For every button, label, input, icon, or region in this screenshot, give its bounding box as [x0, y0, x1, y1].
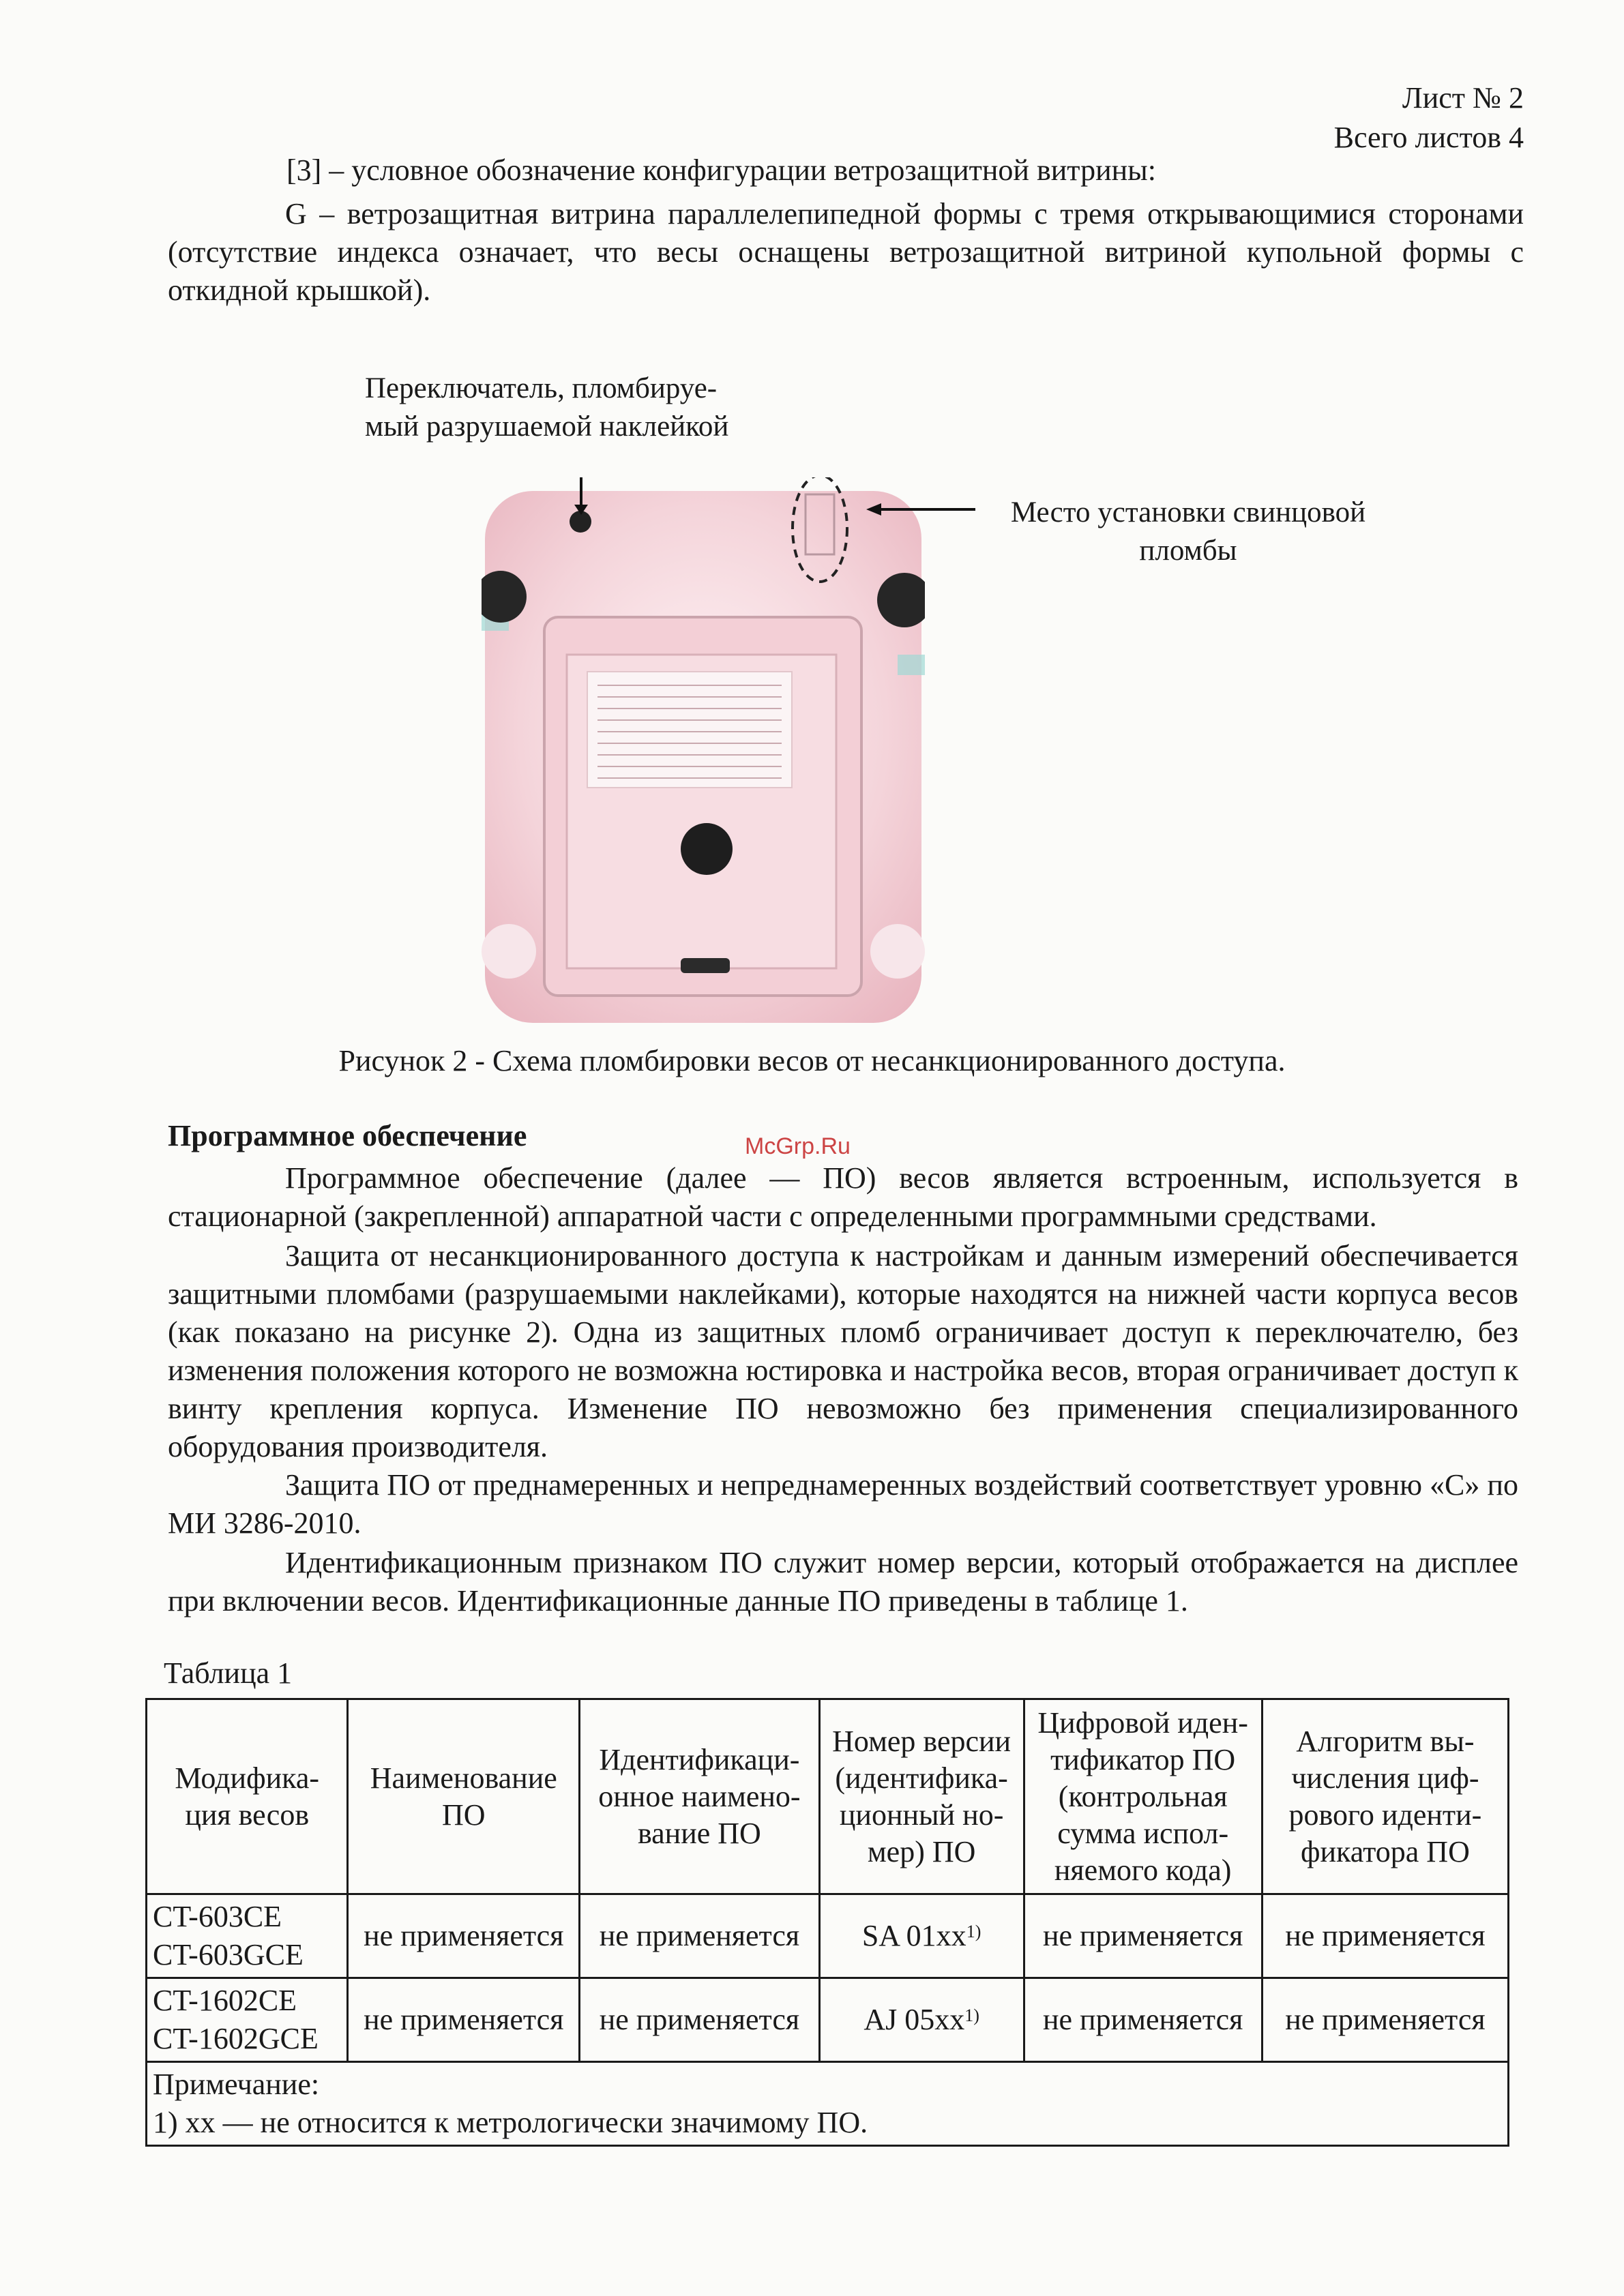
- calibration-switch: [570, 511, 591, 533]
- config-note-text: G – ветрозащитная витрина параллелепипедной формы с тремя открывающимися сторонами (отсутствие индекса означает, что весы оснащены ветрозащитной витриной купольной формы с откидной крышкой).: [168, 197, 1524, 307]
- note-title: Примечание:: [153, 2068, 320, 2101]
- digital-id-cell: не применяется: [1024, 1894, 1262, 1978]
- seal-pointer-arrow: [866, 499, 975, 520]
- model-name: CT-603GCE: [153, 1938, 304, 1971]
- side-marker-right: [898, 655, 925, 675]
- sheet-number: Лист № 2: [1402, 81, 1524, 115]
- header-algorithm: Алгоритм вы-числения циф-рового иденти-фикатора ПО: [1262, 1699, 1508, 1894]
- config-note-title: [3] – условное обозначение конфигурации ветрозащитной витрины:: [286, 153, 1156, 187]
- header-digital-id: Цифровой иден-тификатор ПО (контрольная сумма испол-няемого кода): [1024, 1699, 1262, 1894]
- note-text: 1) xx — не относится к метрологически значимому ПО.: [153, 2106, 868, 2139]
- version-number: SA 01xx: [861, 1919, 966, 1952]
- paragraph-4: Идентификационным признаком ПО служит номер версии, который отображается на дисплее при включении весов. Идентификационные данные ПО приведены в таблице 1.: [168, 1546, 1518, 1617]
- figure-caption: Рисунок 2 - Схема пломбировки весов от несанкционированного доступа.: [338, 1044, 1286, 1077]
- model-cell: [147, 1894, 348, 1978]
- table-header-row: [147, 1699, 1509, 1894]
- paragraph-2: Защита от несанкционированного доступа к настройкам и данным измерений обеспечивается защитными пломбами (разрушаемыми наклейками), которые находятся на нижней части корпуса весов (как показано на рисунке 2). Одна из защитных пломб ограничивает доступ к переключателю, без изменения положения которого не возможна юстировка и настройка весов, вторая ограничивает доступ к винту крепления корпуса. Изменение ПО невозможно без применения специализированного оборудования производителя.: [168, 1239, 1518, 1463]
- algorithm-cell: не применяется: [1262, 1894, 1508, 1978]
- ident-name-cell: не применяется: [580, 1894, 820, 1978]
- algorithm-cell: не применяется: [1262, 1978, 1508, 2062]
- software-name-cell: не применяется: [348, 1894, 580, 1978]
- paragraph-3: Защита ПО от преднамеренных и непреднамеренных воздействий соответствует уровню «С» по МИ 3286-2010.: [168, 1468, 1518, 1540]
- version-cell: [819, 1978, 1024, 2062]
- model-name: CT-1602GCE: [153, 2022, 319, 2055]
- seal-label-line2: пломбы: [1139, 535, 1237, 567]
- model-name: CT-603CE: [153, 1900, 282, 1933]
- table-row: [147, 1978, 1509, 2062]
- total-sheets: Всего листов 4: [1333, 121, 1524, 154]
- seal-label-line1: Место установки свинцовой: [1010, 496, 1366, 528]
- software-name-cell: не применяется: [348, 1978, 580, 2062]
- ident-name-cell: не применяется: [580, 1978, 820, 2062]
- center-screw-seal: [681, 823, 733, 875]
- foot-left: [482, 924, 536, 979]
- paragraph-1: Программное обеспечение (далее — ПО) весов является встроенным, используется в стационарной (закрепленной) аппаратной части с определенными программными средствами.: [168, 1161, 1518, 1233]
- header-model: Модифика-ция весов: [147, 1699, 348, 1894]
- version-cell: [819, 1894, 1024, 1978]
- nameplate-sticker: [587, 672, 792, 788]
- table-title: Таблица 1: [164, 1656, 293, 1690]
- watermark-text: McGrp.Ru: [745, 1133, 851, 1159]
- switch-label-line1: Переключатель, пломбируе-: [365, 372, 718, 404]
- model-cell: [147, 1978, 348, 2062]
- foot-right: [870, 924, 925, 979]
- section-title: Программное обеспечение: [168, 1119, 527, 1152]
- software-id-table: [145, 1698, 1509, 2147]
- digital-id-cell: не применяется: [1024, 1978, 1262, 2062]
- table-note: [147, 2062, 1509, 2146]
- version-number: AJ 05xx: [863, 2003, 965, 2036]
- header-version: Номер версии (идентифика-ционный но-мер) ПО: [819, 1699, 1024, 1894]
- version-footnote: 1): [964, 2006, 979, 2025]
- housing-screw-latch: [681, 958, 730, 973]
- scale-bottom-photo: [482, 477, 925, 1030]
- table-row: [147, 1894, 1509, 1978]
- seal-label: [970, 494, 1406, 570]
- switch-label-line2: мый разрушаемой наклейкой: [365, 411, 729, 443]
- header-software-name: Наименование ПО: [348, 1699, 580, 1894]
- header-ident-name: Идентификаци-онное наимено-вание ПО: [580, 1699, 820, 1894]
- version-footnote: 1): [966, 1922, 981, 1941]
- table-note-row: [147, 2062, 1509, 2146]
- switch-label: [365, 370, 788, 446]
- model-name: CT-1602CE: [153, 1984, 297, 2017]
